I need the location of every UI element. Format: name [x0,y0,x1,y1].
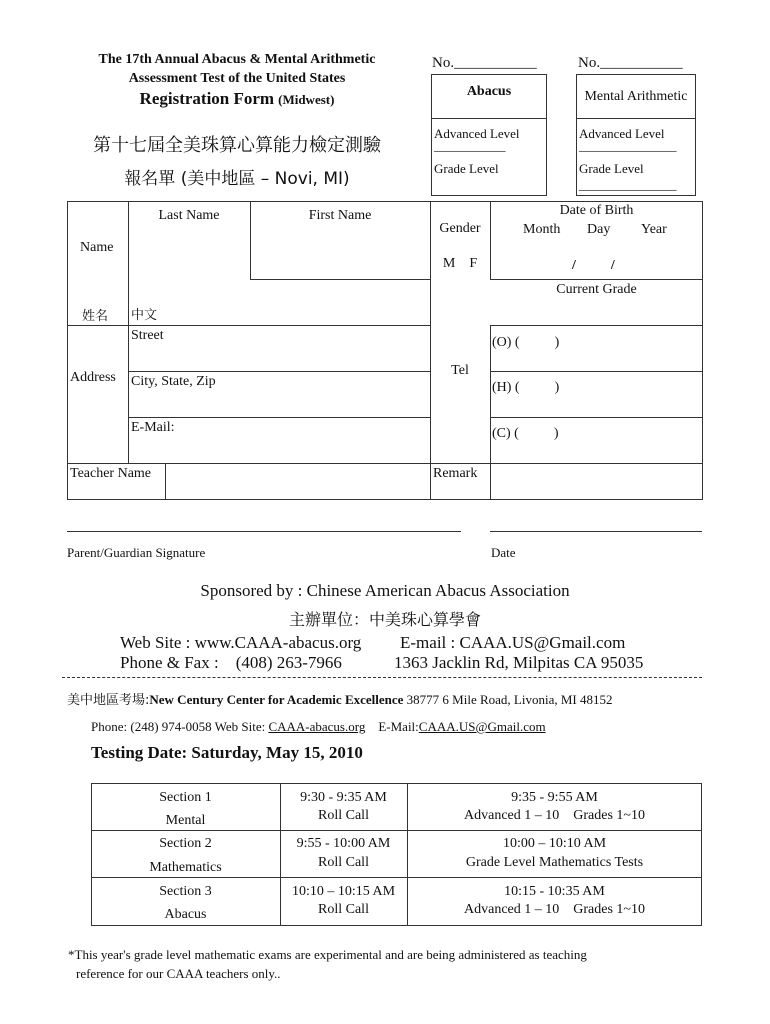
abacus-label: Abacus [466,84,512,99]
registration-form-title: Registration Form [139,89,275,108]
abacus-grade-level: Grade Level [434,161,499,176]
test-time: 10:00 – 10:10 AM [502,836,607,851]
gender-options[interactable]: M F [442,256,478,271]
signature-line[interactable] [67,531,461,532]
footnote-line-1: *This year's grade level mathematic exams are experimental and are being administered as teaching [68,947,587,962]
chinese-name-input[interactable]: 中文 [131,308,158,323]
test-time: 9:35 - 9:55 AM [511,790,598,805]
region-subtitle: (Midwest) [278,92,335,107]
current-grade-input[interactable] [491,300,702,324]
roll-call-label: Roll Call [318,808,369,823]
city-state-zip-input[interactable]: City, State, Zip [131,374,216,389]
mental-grade-level: Grade Level [579,161,644,176]
test-time: 10:15 - 10:35 AM [504,884,605,899]
tel-label: Tel [451,363,469,378]
section-label: Section 3 [159,884,212,899]
first-name-input[interactable] [251,226,429,278]
section-subject: Mental [165,813,206,828]
sponsor-address: 1363 Jacklin Rd, Milpitas CA 95035 [394,653,644,672]
last-name-input[interactable] [129,226,249,278]
date-label: Date [491,545,516,560]
roll-call-label: Roll Call [318,855,369,870]
test-description: Grade Level Mathematics Tests [465,855,644,870]
first-name-label: First Name [308,208,372,223]
chinese-title-line-1: 第十七屆全美珠算心算能力檢定測驗 [93,135,381,156]
current-grade-label: Current Grade [556,282,637,297]
venue-address: 38777 6 Mile Road, Livonia, MI 48152 [403,692,613,707]
number-field-abacus[interactable]: No.___________ [432,55,537,71]
street-input[interactable]: Street [131,328,164,343]
section-subject: Abacus [164,907,207,922]
title-line-2: Assessment Test of the United States [128,71,346,86]
abacus-advanced-blank[interactable]: ___________ [434,138,506,153]
dashed-divider [62,677,702,678]
test-description: Advanced 1 – 10 Grades 1~10 [464,808,645,823]
dob-day-label: Day [587,222,611,237]
dob-month-label: Month [523,222,561,237]
last-name-label: Last Name [158,208,220,223]
address-label: Address [70,370,116,385]
title-line-1: The 17th Annual Abacus & Mental Arithmetic [98,52,376,67]
roll-call-time: 9:30 - 9:35 AM [300,790,387,805]
dob-year-label: Year [641,222,667,237]
remark-input[interactable] [491,464,702,499]
teacher-name-label: Teacher Name [70,466,152,481]
test-description: Advanced 1 – 10 Grades 1~10 [464,902,645,917]
number-field-mental[interactable]: No.___________ [578,55,683,71]
mental-advanced-level: Advanced Level [579,126,665,141]
section-label: Section 1 [159,790,212,805]
dob-input[interactable]: / / [572,258,615,273]
sponsor-chinese: 主辦單位：中美珠心算學會 [288,610,481,629]
roll-call-label: Roll Call [318,902,369,917]
chinese-name-label: 姓名 [82,309,109,324]
abacus-advanced-level: Advanced Level [434,126,520,141]
venue-contact [91,719,546,735]
roll-call-time: 10:10 – 10:15 AM [291,884,396,899]
tel-office-input[interactable]: (O) ( ) [492,335,560,350]
title-line-3 [62,89,412,109]
venue-phone: Phone: (248) 974-0058 Web Site: [91,719,269,734]
footnote-line-2: reference for our CAAA teachers only.. [76,966,281,981]
section-label: Section 2 [159,836,212,851]
parent-signature-label: Parent/Guardian Signature [67,545,206,560]
section-subject: Mathematics [149,860,222,875]
tel-home-input[interactable]: (H) ( ) [492,380,560,395]
venue-website-link[interactable]: CAAA-abacus.org [268,719,366,734]
email-input[interactable]: E-Mail: [131,420,175,435]
dob-label: Date of Birth [559,203,634,218]
gender-label: Gender [439,221,481,236]
mental-arithmetic-label: Mental Arithmetic [584,89,688,104]
venue-line [67,689,613,708]
tel-cell-input[interactable]: (C) ( ) [492,426,559,441]
sponsor-line: Sponsored by : Chinese American Abacus Association [200,581,570,600]
venue-email-prefix: E-Mail: [378,719,419,734]
mental-advanced-blank[interactable]: _______________ [579,138,677,153]
testing-date: Testing Date: Saturday, May 15, 2010 [91,743,363,762]
teacher-name-input[interactable] [166,464,429,499]
venue-email-link[interactable]: CAAA.US@Gmail.com [418,719,546,734]
date-line[interactable] [490,531,702,532]
remark-label: Remark [433,466,478,481]
chinese-title-line-2: 報名單 (美中地區 – Novi, MI) [124,169,350,189]
venue-name: New Century Center for Academic Excellence [149,692,404,707]
sponsor-phone: Phone & Fax : (408) 263-7966 [120,653,342,672]
mental-grade-blank[interactable]: _______________ [579,177,677,192]
sponsor-email: E-mail : CAAA.US@Gmail.com [400,633,626,652]
name-label: Name [80,240,114,255]
venue-chinese-prefix: 美中地區考場: [67,693,150,708]
sponsor-website: Web Site : www.CAAA-abacus.org [120,633,362,652]
roll-call-time: 9:55 - 10:00 AM [296,836,391,851]
